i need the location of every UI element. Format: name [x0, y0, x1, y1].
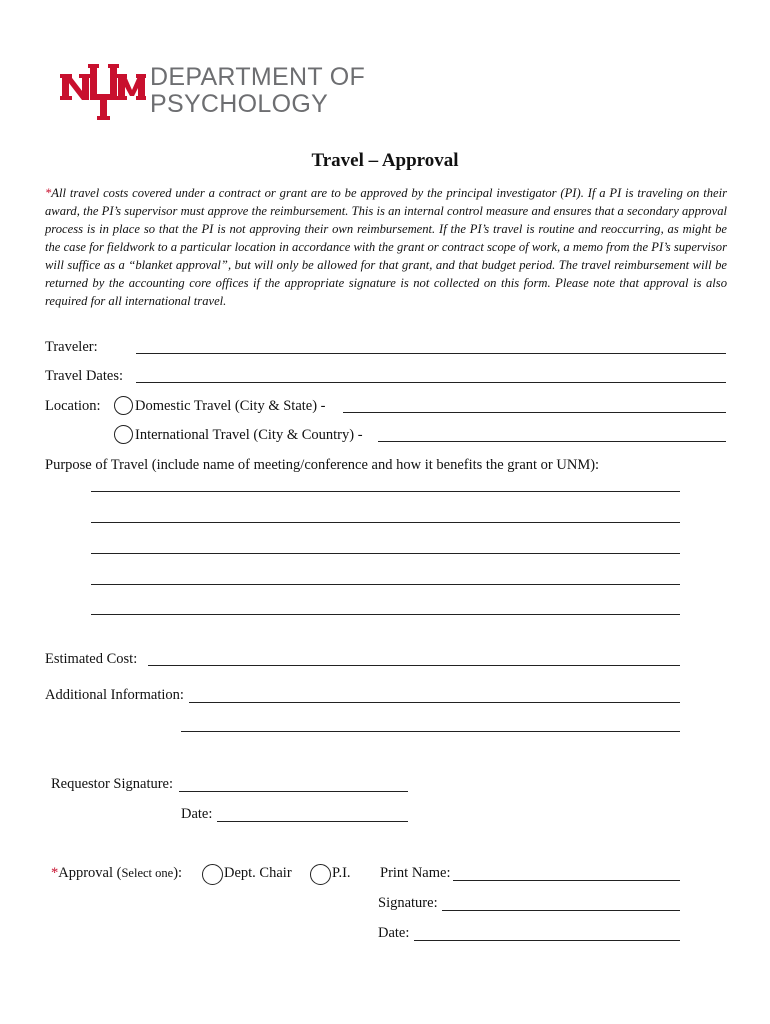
- domestic-radio[interactable]: [114, 396, 133, 415]
- estimated-cost-label: Estimated Cost:: [45, 651, 138, 667]
- approval-date-label: Date:: [378, 925, 410, 941]
- approval-close: ):: [173, 865, 183, 881]
- travel-dates-label: Travel Dates:: [45, 368, 123, 384]
- department-name: [150, 64, 365, 118]
- pi-radio[interactable]: [310, 864, 331, 885]
- pi-label: P.I.: [332, 865, 351, 881]
- international-field[interactable]: [378, 441, 726, 442]
- requestor-date-field[interactable]: [217, 821, 408, 822]
- travel-dates-field[interactable]: [136, 382, 726, 383]
- approval-asterisk: *: [51, 865, 59, 881]
- requestor-date-label: Date:: [181, 806, 213, 822]
- purpose-label: Purpose of Travel (include name of meeting/conference and how it benefits the grant or UNM):: [45, 457, 600, 473]
- requestor-signature-label: Requestor Signature:: [51, 776, 174, 792]
- print-name-label: Print Name:: [380, 865, 451, 881]
- estimated-cost-field[interactable]: [148, 665, 680, 666]
- print-name-field[interactable]: [453, 880, 680, 881]
- intro-paragraph: [45, 184, 727, 310]
- international-radio[interactable]: [114, 425, 133, 444]
- domestic-label: Domestic Travel (City & State) -: [135, 398, 326, 414]
- approval-text: Approval (: [58, 865, 122, 881]
- dept-chair-radio[interactable]: [202, 864, 223, 885]
- signature-field[interactable]: [442, 910, 680, 911]
- dept-line-2: PSYCHOLOGY: [150, 90, 329, 118]
- intro-asterisk: *: [45, 186, 52, 200]
- intro-text: All travel costs covered under a contract or grant are to be approved by the principal investigator (PI). If a PI is traveling on their award, the PI’s supervisor must approve the reimbursement. This is an internal control measure and ensures that a secondary approval process is in place so that the PI is not approving their own reimbursement. If the PI’s travel is routine and reoccurring, as might be the case for fieldwork to a particular location in accordance with the grant or contract scope of work, a memo from the PI’s supervisor will suffice as a “blanket approval”, but will only be allowed for that grant, and that budget period. The travel reimbursement will be returned by the accounting core offices if the appropriate signature is not collected on this form. Please note that approval is also required for all international travel.: [45, 186, 727, 308]
- unm-logo-icon: [60, 62, 146, 122]
- dept-line-1: DEPARTMENT OF: [150, 63, 366, 91]
- additional-info-line-2[interactable]: [181, 731, 680, 732]
- purpose-line-5[interactable]: [91, 614, 680, 615]
- select-one-text: Select one: [121, 866, 174, 880]
- requestor-signature-field[interactable]: [179, 791, 408, 792]
- approval-date-field[interactable]: [414, 940, 680, 941]
- page-title: Travel – Approval: [311, 150, 459, 171]
- purpose-line-2[interactable]: [91, 522, 680, 523]
- additional-info-line-1[interactable]: [189, 702, 680, 703]
- traveler-field[interactable]: [136, 353, 726, 354]
- purpose-line-1[interactable]: [91, 491, 680, 492]
- domestic-field[interactable]: [343, 412, 726, 413]
- international-label: International Travel (City & Country) -: [135, 427, 363, 443]
- signature-label: Signature:: [378, 895, 438, 911]
- purpose-line-3[interactable]: [91, 553, 680, 554]
- location-label: Location:: [45, 398, 101, 414]
- purpose-line-4[interactable]: [91, 584, 680, 585]
- dept-chair-label: Dept. Chair: [224, 865, 292, 881]
- traveler-label: Traveler:: [45, 339, 98, 355]
- approval-label: [51, 865, 182, 882]
- additional-info-label: Additional Information:: [45, 687, 184, 703]
